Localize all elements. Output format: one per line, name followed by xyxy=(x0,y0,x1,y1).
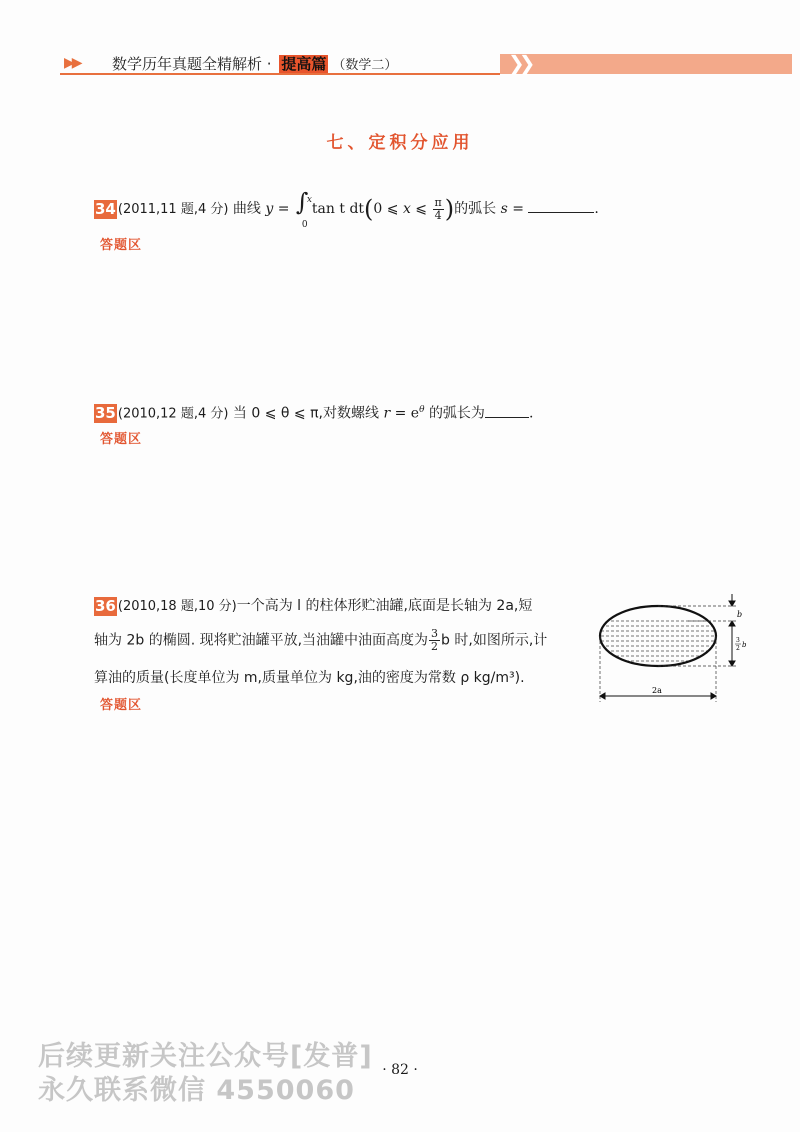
answer-area-label: 答题区 xyxy=(100,238,143,253)
question-36-line2: 轴为 2b 的椭圆. 现将贮油罐平放,当油罐中油面高度为 $\frac{3}{2}$ b 时,如图所示,计 xyxy=(94,627,548,653)
question-source: (2010,12 题,4 分) xyxy=(117,406,229,422)
question-36-line3: 算油的质量(长度单位为 m,质量单位为 kg,油的密度为常数 ρ kg/m³). xyxy=(94,670,525,686)
figure-side-label-num: 3 xyxy=(736,637,740,644)
watermark-line-1: 后续更新关注公众号[发普] xyxy=(38,1041,373,1072)
answer-blank xyxy=(485,403,529,418)
watermark-line-2: 永久联系微信 4550060 xyxy=(38,1075,355,1106)
page-number: · 82 · xyxy=(382,1062,418,1078)
book-title: 数学历年真题全精解析 · 提高篇 （数学二） xyxy=(112,55,398,73)
double-arrow-icon: ▶▶ xyxy=(64,55,80,71)
chevron-right-icon: ❯❯ xyxy=(508,51,530,75)
figure-top-label: b xyxy=(737,610,743,619)
page-header xyxy=(60,52,790,74)
answer-area-label: 答题区 xyxy=(100,698,143,713)
question-34: 34 (2011,11 题,4 分) 曲线 y = ∫ x 0 tan t dt(0 ⩽ x ⩽ $\frac{\pi}{4}$ )的弧长 s = . xyxy=(95,188,599,230)
answer-blank xyxy=(528,198,594,213)
figure-side-label-den: 2 xyxy=(736,645,740,652)
figure-side-label-var: b xyxy=(742,641,747,649)
question-source: (2010,18 题,10 分) xyxy=(117,599,237,614)
figure-bottom-label: 2a xyxy=(652,686,662,695)
header-band xyxy=(500,54,792,74)
header-rule xyxy=(60,73,500,75)
oil-tank-figure xyxy=(596,590,756,710)
integral-symbol: ∫ x 0 xyxy=(295,188,312,230)
book-title-highlight: 提高篇 xyxy=(281,55,327,73)
question-number: 35 xyxy=(95,404,116,423)
section-title: 七、定积分应用 xyxy=(326,133,474,153)
book-subtitle: （数学二） xyxy=(332,58,398,73)
question-source: (2011,11 题,4 分) xyxy=(117,202,229,217)
question-number: 36 xyxy=(95,596,116,615)
question-36: 36 (2010,18 题,10 分)一个高为 l 的柱体形贮油罐,底面是长轴为 2a,短 xyxy=(95,596,533,615)
answer-area-label: 答题区 xyxy=(100,432,143,447)
question-35: 35 (2010,12 题,4 分) 当 0 ⩽ θ ⩽ π,对数螺线 $r = e^\theta$ 的弧长为 . xyxy=(95,404,534,423)
question-number: 34 xyxy=(95,199,116,218)
